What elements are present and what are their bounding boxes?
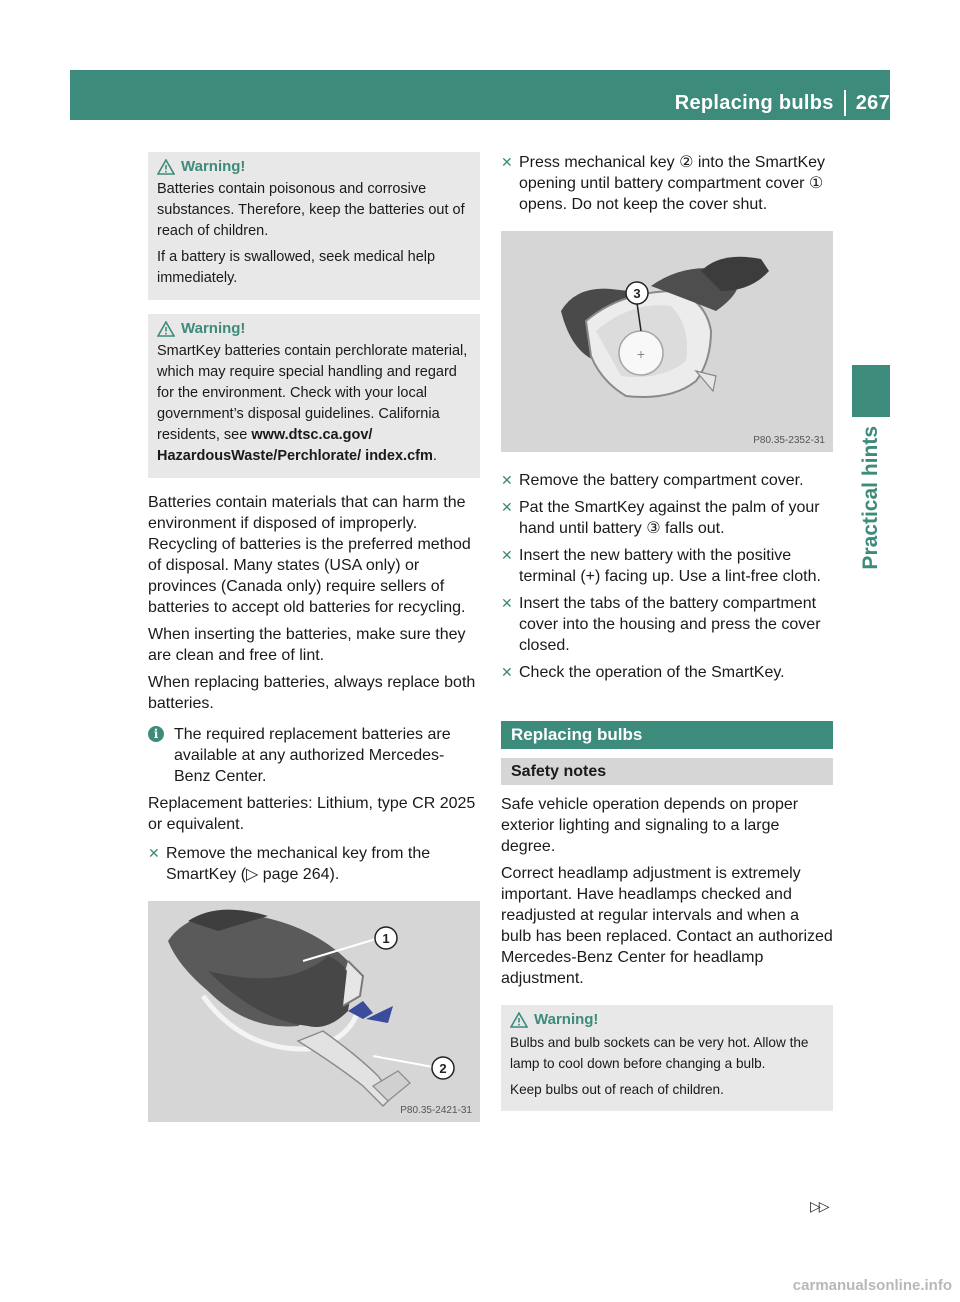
- step-text: Remove the mechanical key from the SmartKey (▷ page 264).: [166, 845, 431, 883]
- disposal-url-link[interactable]: www.dtsc.ca.gov/ HazardousWaste/Perchlorate/ index.cfm: [157, 427, 433, 464]
- instruction-step: [501, 545, 833, 587]
- warning-title: Warning!: [181, 320, 246, 337]
- body-paragraph: When inserting the batteries, make sure they are clean and free of lint.: [148, 626, 466, 664]
- svg-text:+: +: [636, 346, 646, 362]
- instruction-step: [148, 843, 480, 885]
- left-column: [148, 152, 480, 1122]
- warning-triangle-icon: [157, 159, 175, 175]
- step-text: Remove the battery compartment cover.: [519, 472, 804, 489]
- step-arrow-icon: ✕: [148, 845, 160, 861]
- section-heading: Replacing bulbs: [501, 721, 833, 749]
- step-arrow-icon: ✕: [501, 547, 513, 563]
- warning-box-batteries: [148, 152, 480, 300]
- warning-box-bulbs: [501, 1005, 833, 1111]
- step-text: Pat the SmartKey against the palm of your hand until battery ③ falls out.: [519, 499, 820, 537]
- body-paragraph: Replacement batteries: Lithium, type CR 2025 or equivalent.: [148, 795, 476, 833]
- info-text: The required replacement batteries are available at any authorized Mercedes-Benz Center.: [174, 726, 451, 785]
- side-tab: [852, 426, 890, 626]
- warning-triangle-icon: [157, 321, 175, 337]
- figure-code: P80.35-2352-31: [753, 435, 825, 446]
- figure-battery-compartment: [501, 231, 833, 452]
- warning-box-perchlorate: [148, 314, 480, 478]
- warning-title: Warning!: [534, 1011, 599, 1028]
- step-arrow-icon: ✕: [501, 595, 513, 611]
- step-arrow-icon: ✕: [501, 472, 513, 488]
- callout-1: 1: [382, 931, 390, 946]
- step-text: Insert the tabs of the battery compartment cover into the housing and press the cover closed.: [519, 595, 821, 654]
- step-arrow-icon: ✕: [501, 499, 513, 515]
- warning-title: Warning!: [181, 158, 246, 175]
- instruction-step: [501, 152, 833, 215]
- step-text: Insert the new battery with the positive terminal (+) facing up. Use a lint-free cloth.: [519, 547, 821, 585]
- warning-text: Batteries contain poisonous and corrosive substances. Therefore, keep the batteries out of reach of children.: [157, 181, 465, 239]
- instruction-step: [501, 497, 833, 539]
- continued-mark: ▷▷: [810, 1198, 828, 1214]
- footer-watermark: carmanualsonline.info: [792, 1277, 952, 1294]
- step-arrow-icon: ✕: [501, 154, 513, 170]
- warning-header: [157, 320, 472, 337]
- side-tab-label: Practical hints: [859, 426, 882, 570]
- warning-header: [157, 158, 472, 175]
- warning-text: Bulbs and bulb sockets can be very hot. Allow the lamp to cool down before changing a bulb.: [510, 1035, 809, 1071]
- smartkey-illustration: [148, 901, 480, 1122]
- body-paragraph: Safe vehicle operation depends on proper exterior lighting and signaling to a large degree.: [501, 796, 799, 855]
- instruction-step: [501, 593, 833, 656]
- warning-text: Keep bulbs out of reach of children.: [510, 1082, 724, 1097]
- body-paragraph: When replacing batteries, always replace both batteries.: [148, 674, 476, 712]
- page-number: 267: [855, 91, 890, 114]
- running-header: [675, 88, 890, 118]
- warning-body: SmartKey batteries contain perchlorate material, which may require special handling and regard for the environment. Check with your local government’s disposal guidelines. California residents, see: [157, 343, 468, 443]
- instruction-step: [501, 662, 833, 683]
- callout-3: 3: [633, 286, 641, 301]
- warning-text: If a battery is swallowed, seek medical help immediately.: [157, 249, 436, 286]
- info-note: [148, 724, 480, 787]
- info-icon: i: [148, 726, 164, 742]
- warning-tail: .: [432, 448, 437, 464]
- warning-triangle-icon: [510, 1012, 528, 1028]
- subsection-heading: Safety notes: [501, 758, 833, 785]
- step-arrow-icon: ✕: [501, 664, 513, 680]
- side-tab-block: [852, 365, 890, 417]
- page-title: Replacing bulbs: [674, 91, 834, 114]
- body-paragraph: Batteries contain materials that can harm the environment if disposed of improperly. Recycling of batteries is the preferred method of disposal. Many states (USA only) or provinces (Canada only) require sellers of batteries to accept old batteries for recycling.: [148, 494, 471, 616]
- warning-header: [510, 1011, 825, 1028]
- header-divider: [844, 90, 846, 116]
- battery-compartment-illustration: [501, 231, 833, 452]
- warning-text: [157, 341, 472, 467]
- body-paragraph: Correct headlamp adjustment is extremely important. Have headlamps checked and readjusted at regular intervals and when a bulb has been replaced. Contact an authorized Mercedes-Benz Center for headlamp adjustment.: [501, 865, 833, 987]
- step-text: Press mechanical key ② into the SmartKey opening until battery compartment cover ① opens. Do not keep the cover shut.: [519, 154, 826, 213]
- figure-key-removal: [148, 901, 480, 1122]
- callout-2: 2: [439, 1061, 447, 1076]
- step-text: Check the operation of the SmartKey.: [519, 664, 785, 681]
- instruction-step: [501, 470, 833, 491]
- figure-code: P80.35-2421-31: [400, 1105, 472, 1116]
- right-column: [501, 152, 833, 1125]
